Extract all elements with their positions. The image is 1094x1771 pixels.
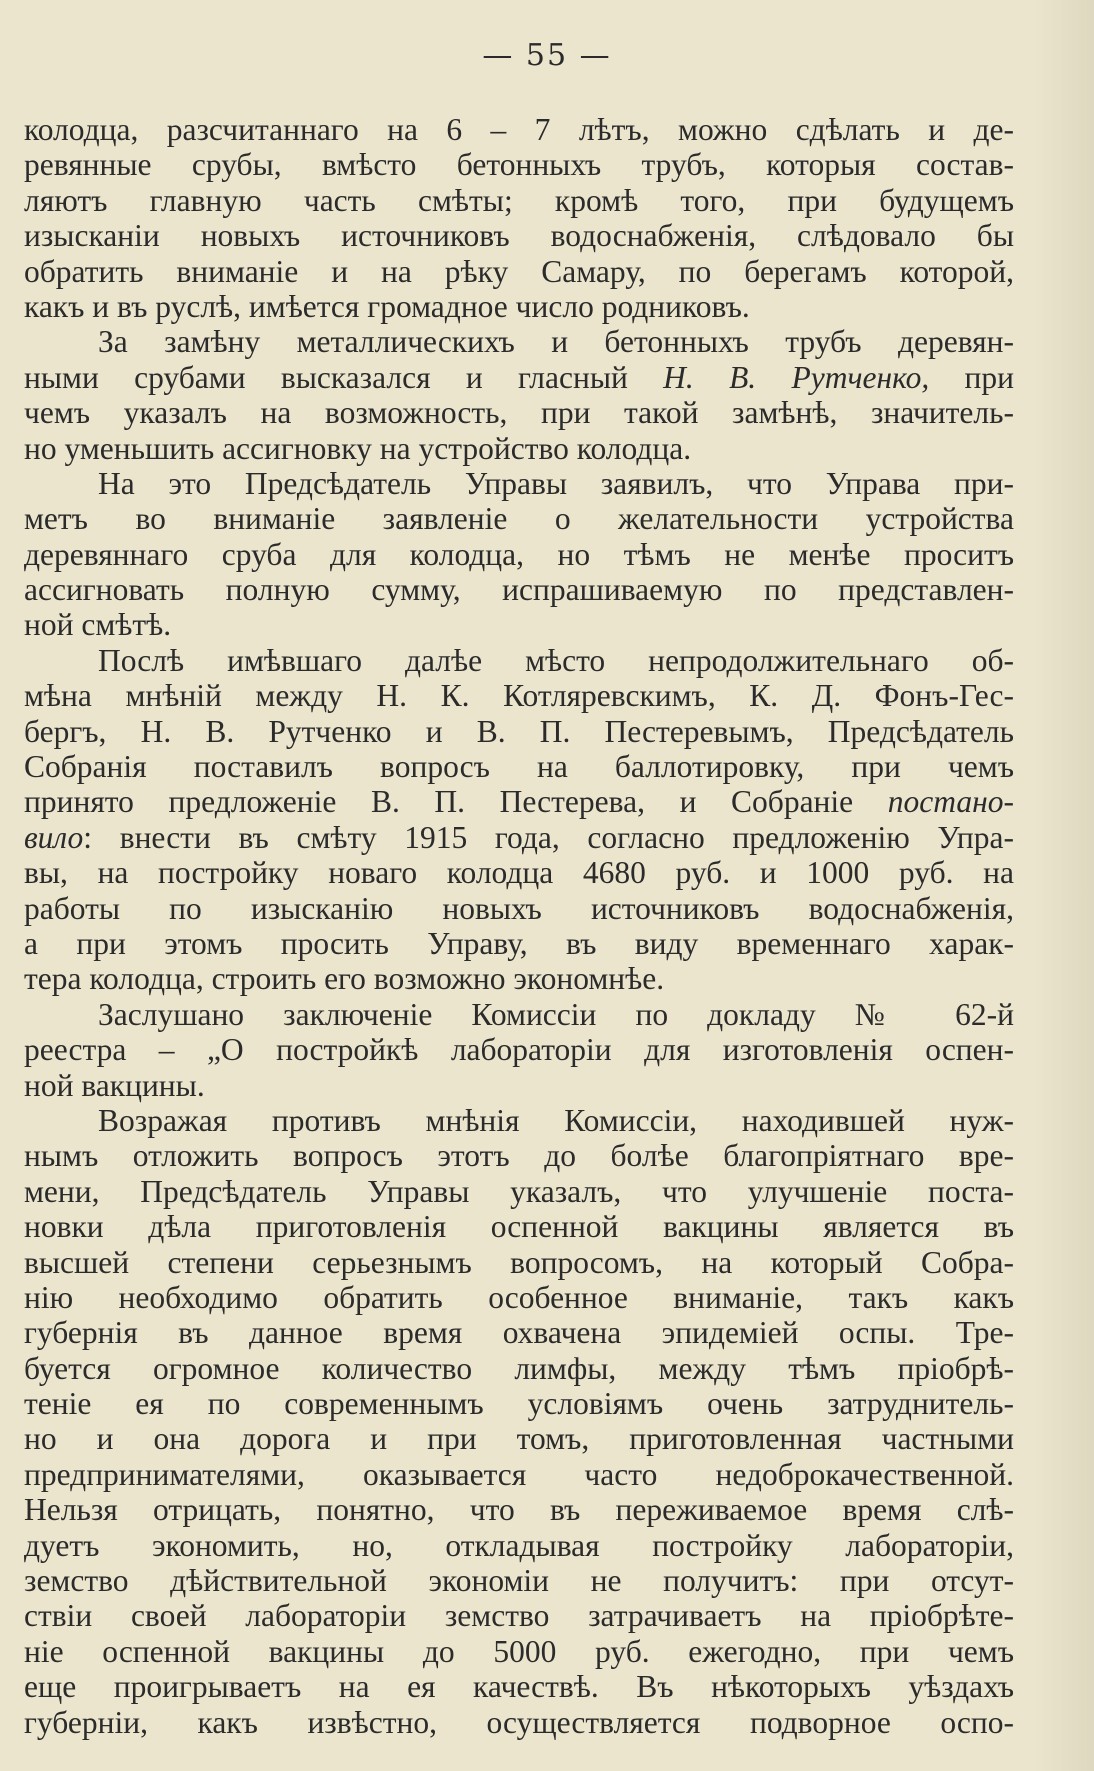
text-line: земство дѣйствительной экономіи не получитъ: при отсут- [24,1563,1014,1599]
text-line: вы, на постройку новаго колодца 4680 руб. и 1000 руб. на [24,855,1014,891]
text-line: мѣна мнѣній между Н. К. Котляревскимъ, К. Д. Фонъ-Гес- [24,678,1014,714]
text-line: чемъ указалъ на возможность, при такой замѣнѣ, значитель- [24,395,1014,431]
text-line: какъ и въ руслѣ, имѣется громадное число родниковъ. [24,288,750,324]
text-line: колодца, разсчитаннаго на 6 – 7 лѣтъ, можно сдѣлать и де- [24,112,1014,147]
text-line: обратить вниманіе и на рѣку Самару, по берегамъ которой, [24,253,1014,289]
text-line: буется огромное количество лимфы, между тѣмъ пріобрѣ- [24,1350,1014,1386]
text-line: ной смѣтѣ. [24,607,172,643]
text-line: высшей степени серьезнымъ вопросомъ, на который Собра- [24,1244,1014,1280]
text-line: На это Предсѣдатель Управы заявилъ, что Управа при- [98,465,1014,501]
text-line: губерніи, какъ извѣстно, осуществляется подворное оспо- [24,1704,1014,1740]
text-line: ревянные срубы, вмѣсто бетонныхъ трубъ, которыя состав- [24,147,1014,183]
text-line: ствіи своей лабораторіи земство затрачиваетъ на пріобрѣте- [24,1598,1014,1634]
body-text [24,112,1014,1740]
text-line: теніе ея по современнымъ условіямъ очень затруднитель- [24,1386,1014,1422]
text-line: За замѣну металлическихъ и бетонныхъ трубъ деревян- [98,324,1014,360]
text-line: реестра – „О постройкѣ лабораторіи для изготовленія оспен- [24,1032,1014,1068]
text-line: работы по изысканію новыхъ источниковъ водоснабженія, [24,890,1014,926]
page-edge-shadow [1034,0,1094,1771]
italic-word: постано- [887,784,1014,820]
text-line: дуетъ экономить, но, откладывая постройку лабораторіи, [24,1527,1014,1563]
text-line: а при этомъ просить Управу, въ виду временнаго харак- [24,925,1014,961]
text-line: но и она дорога и при томъ, приготовленная частными [24,1421,1014,1457]
text-line: ніе оспенной вакцины до 5000 руб. ежегодно, при чемъ [24,1633,1014,1669]
text-line: бергъ, Н. В. Рутченко и В. П. Пестеревымъ, Предсѣдатель [24,713,1014,749]
text-line: вило: внести въ смѣту 1915 года, согласно предложенію Упра- [24,819,1014,855]
text-line: губернія въ данное время охвачена эпидеміей оспы. Тре- [24,1315,1014,1351]
text-line: деревяннаго сруба для колодца, но тѣмъ не менѣе проситъ [24,536,1014,572]
text-line: нымъ отложить вопросъ этотъ до болѣе благопріятнаго вре- [24,1138,1014,1174]
text-line: ассигновать полную сумму, испрашиваемую по представлен- [24,572,1014,608]
text-line: ными срубами высказался и гласный Н. В. Рутченко, при [24,359,1015,395]
text-line: Заслушано заключеніе Комиссіи по докладу № 62-й [98,996,1014,1032]
text-line: нію необходимо обратить особенное вниманіе, такъ какъ [24,1279,1014,1315]
italic-word: вило [24,819,84,855]
text-line: Нельзя отрицать, понятно, что въ переживаемое время слѣ- [24,1492,1014,1528]
text-line: Возражая противъ мнѣнія Комиссіи, находившей нуж- [98,1102,1014,1138]
text-line: принято предложеніе В. П. Пестерева, и Собраніе постано- [24,784,1014,820]
text-line: но уменьшить ассигновку на устройство колодца. [24,430,692,466]
text-line: тера колодца, строить его возможно экономнѣе. [24,961,665,997]
text-line: ляютъ главную часть смѣты; кромѣ того, при будущемъ [24,182,1014,218]
text-line: ной вакцины. [24,1067,205,1103]
text-line: новки дѣла приготовленія оспенной вакцины является въ [24,1209,1014,1245]
page-number: — 55 — [482,38,612,73]
italic-name: Н. В. Рутченко, [663,359,930,395]
text-line: предпринимателями, оказывается часто недоброкачественной. [24,1456,1014,1492]
text-line: Собранія поставилъ вопросъ на баллотировку, при чемъ [24,749,1014,785]
text-line: изысканіи новыхъ источниковъ водоснабженія, слѣдовало бы [24,218,1014,254]
text-line: мени, Предсѣдатель Управы указалъ, что улучшеніе поста- [24,1173,1014,1209]
text-line: метъ во вниманіе заявленіе о желательности устройства [24,501,1014,537]
text-line: еще проигрываетъ на ея качествѣ. Въ нѣкоторыхъ уѣздахъ [24,1669,1014,1705]
text-line: Послѣ имѣвшаго далѣе мѣсто непродолжительнаго об- [98,642,1014,678]
